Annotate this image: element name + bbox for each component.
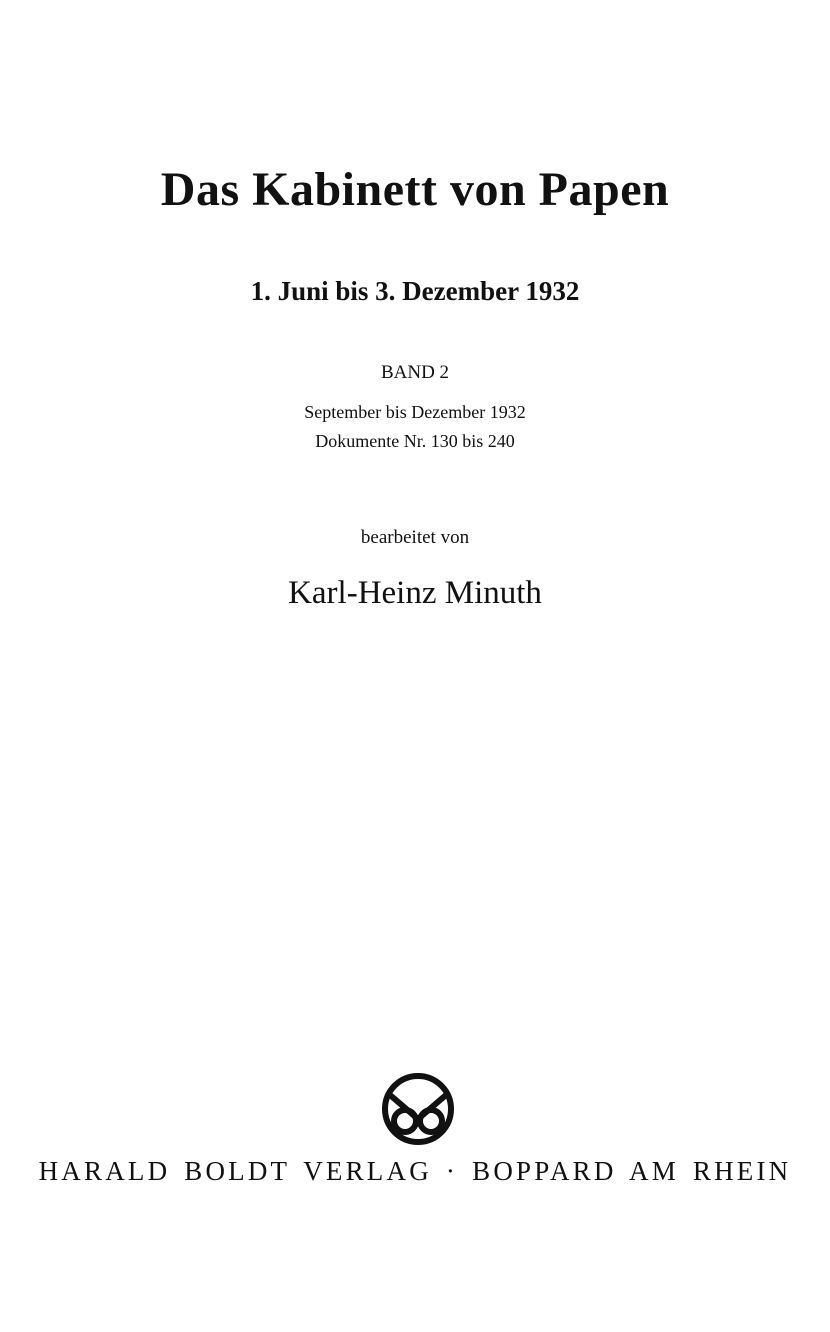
publisher-location: BOPPARD AM RHEIN [472, 1156, 792, 1186]
volume-label: BAND 2 [380, 362, 450, 383]
publisher-line [0, 1156, 830, 1187]
date-range-subtitle: 1. Juni bis 3. Dezember 1932 [250, 276, 580, 306]
edited-by-label: bearbeitet von [360, 527, 470, 548]
publisher-name: HARALD BOLDT VERLAG [38, 1156, 432, 1186]
publisher-separator: · [445, 1156, 459, 1186]
volume-period: September bis Dezember 1932 [304, 402, 526, 422]
document-range: Dokumente Nr. 130 bis 240 [315, 431, 515, 451]
publisher-logo-icon [380, 1071, 456, 1147]
book-title: Das Kabinett von Papen [160, 163, 670, 216]
editor-name: Karl-Heinz Minuth [288, 575, 542, 611]
